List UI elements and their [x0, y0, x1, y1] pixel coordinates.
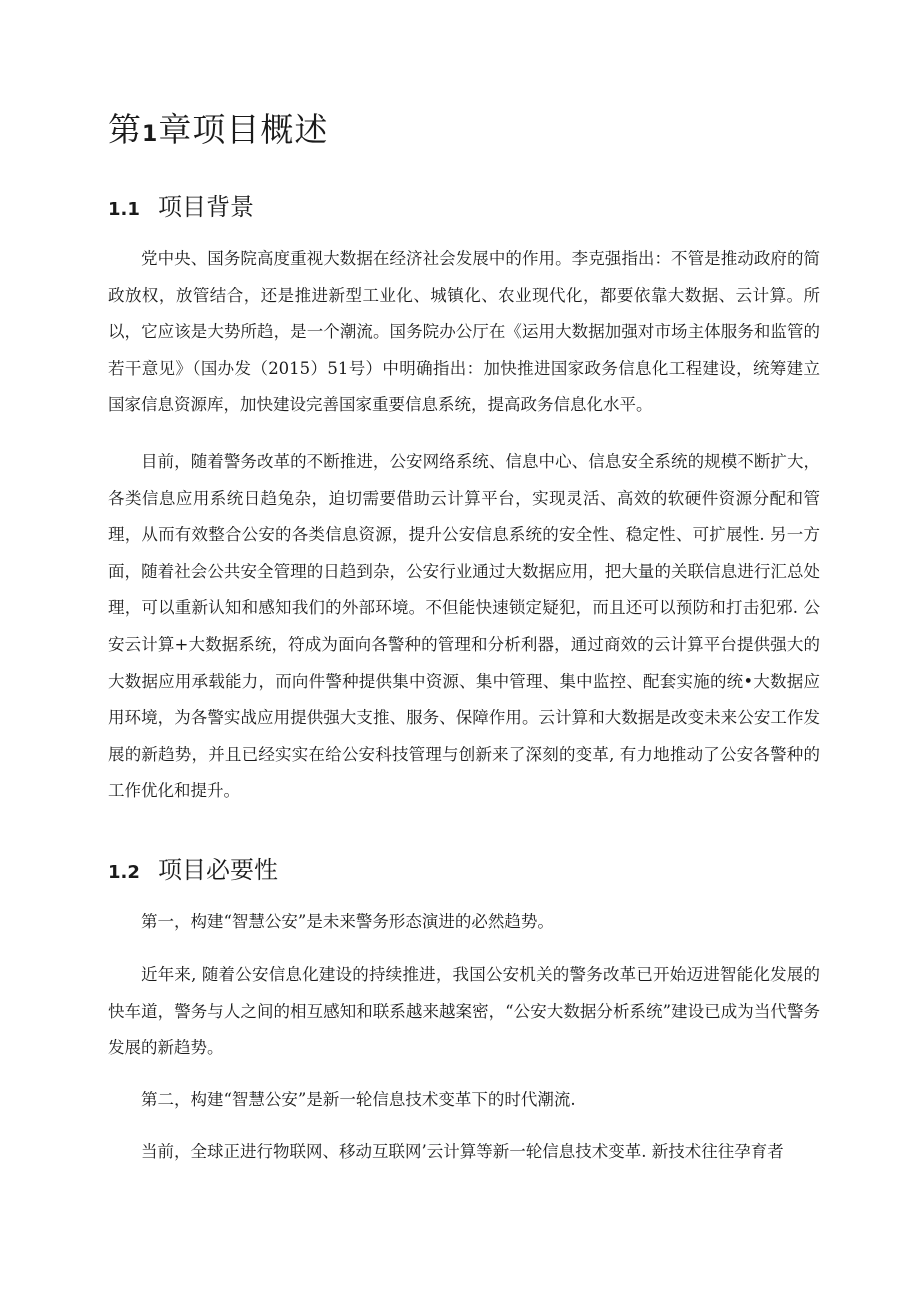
chapter-title	[108, 104, 328, 161]
section-number: 1.2	[108, 862, 140, 883]
section-title: 项目必要性	[158, 856, 278, 884]
paragraph-necessity-detail-2: 当前，全球正进行物联网、移动互联网’云计算等新一轮信息技术变革. 新技术往往孕育者	[141, 1142, 784, 1161]
chapter-number: 1	[142, 122, 159, 147]
paragraph-necessity-point-2: 第二，构建“智慧公安”是新一轮信息技术变革下的时代潮流.	[141, 1090, 576, 1109]
section-heading-background	[108, 190, 254, 227]
chapter-prefix: 第	[108, 110, 142, 149]
paragraph-necessity-point-1: 第一，构建“智慧公安”是未来警务形态演进的必然趋势。	[141, 912, 554, 931]
section-number: 1.1	[108, 199, 140, 220]
paragraph-background-2: 目前，随着警务改革的不断推进，公安网络系统、信息中心、信息安全系统的规模不断扩大，各类信息应用系统日趋兔杂，迫切需要借助云计算平台，实现灵活、高效的软硬件资源分配和管理，从而有效整合公安的各类信息资源，提升公安信息系统的安全性、稳定性、可扩展性. 另一方面，随着社会公共安全管理的日趋到杂，公安行业通过大数据应用，把大量的关联信息进行汇总处理，可以重新认知和感知我们的外部环境。不但能快速锁定疑犯，而且还可以预防和打击犯邪. 公安云计算+大数据系统，符成为面向各警种的管理和分析利器，通过商效的云计算平台提供强大的大数据应用承载能力，而向件警种提供集中资源、集中管理、集中监控、配套实施的统•大数据应用环境，为各警实战应用提供强大支推、服务、保障作用。云计算和大数据是改变未来公安工作发展的新趋势，并且已经实实在给公安科技管理与创新来了深刻的变革, 有力地推动了公安各警种的工作优化和提升。	[108, 452, 820, 801]
section-title: 项目背景	[158, 193, 254, 221]
paragraph-background-1: 党中央、国务院高度重视大数据在经济社会发展中的作用。李克强指出：不管是推动政府的简政放权，放管结合，还是推进新型工业化、城镇化、农业现代化，都要依靠大数据、云计算。所以，它应该是大势所趋，是一个潮流。国务院办公厅在《运用大数据加强对市场主体服务和监管的若干意见》（国办发（2015）51号）中明确指出：加快推进国家政务信息化工程建设，统筹建立国家信息资源库，加快建设完善国家重要信息系统，提高政务信息化水平。	[108, 249, 820, 415]
section-heading-necessity	[108, 853, 278, 890]
paragraph-necessity-detail-1: 近年来, 随着公安信息化建设的持续推进，我国公安机关的警务改革已开始迈进智能化发展的快车道，警务与人之间的相互感知和联系越来越案密，“公安大数据分析系统”建设已成为当代警务发展的新趋势。	[108, 965, 820, 1058]
chapter-title-text: 章项目概述	[158, 110, 329, 149]
